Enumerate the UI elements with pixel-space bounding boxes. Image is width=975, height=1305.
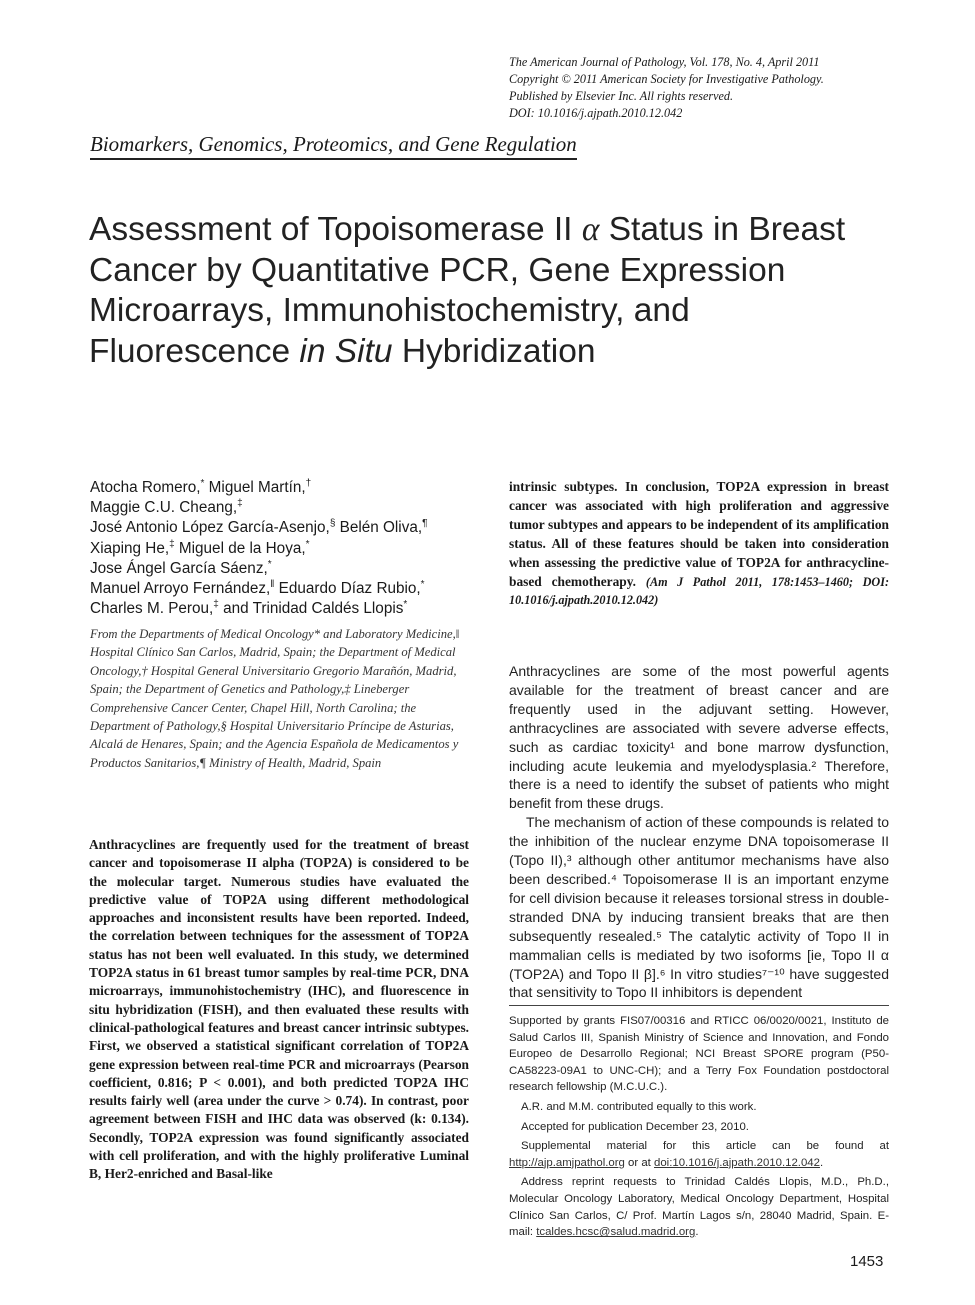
- page-number: 1453: [850, 1253, 884, 1270]
- abstract-part-1: Anthracyclines are frequently used for the treatment of breast cancer and topoisomerase II alpha (TOP2A) is considered to be the molecular target. Numerous studies have evaluated the predictive value of TOP2A using different methodological approaches and inconsistent results have been reported. Indeed, the correlation between techniques for the assessment of TOP2A status has not been well evaluated. In this study, we determined TOP2A status in 61 breast tumor samples by real-time PCR, DNA microarrays, immunohistochemistry (IHC), and fluorescence in situ hybridization (FISH), and then evaluated these results with clinical-pathological features and breast cancer intrinsic subtypes. First, we observed a statistical significant correlation of TOP2A gene expression between real-time PCR and microarrays (Pearson coefficient, 0.816; P < 0.001), and both predicted TOP2A IHC results fairly well (area under the curve > 0.74). In contrast, poor agreement between FISH and IHC data was observed (k: 0.134). Secondly, TOP2A expression was found significantly associated with cell proliferation, and with the highly proliferative Luminal B, Her2-enriched and Basal-like: [89, 837, 469, 1182]
- email-link[interactable]: tcaldes.hcsc@salud.madrid.org: [536, 1226, 696, 1239]
- affiliations: From the Departments of Medical Oncology* and Laboratory Medicine,‖ Hospital Clínico San Carlos, Madrid, Spain; the Department of Medical Oncology,† Hospital General Universitario Gregorio Marañón, Madrid, Spain; the Department of Genetics and Pathology,‡ Lineberger Comprehensive Cancer Center, Chapel Hill, North Carolina; the Department of Pathology,§ Hospital Universitario Príncipe de Asturias, Alcalá de Henares, Spain; and the Agencia Española de Medicamentos y Productos Sanitarios,¶ Ministry of Health, Madrid, Spain: [90, 627, 460, 770]
- funding-note: Supported by grants FIS07/00316 and RTICC 06/0020/0021, Instituto de Salud Carlos III, Spanish Ministry of Science and Innovation, and Fondo Europeo de Desarrollo Regional; NCI Breast SPORE program (P50-CA58223-09A1 to UNC-CH); and a Terry Fox Foundation postdoctoral research fellowship (M.C.U.C.).: [509, 1015, 889, 1094]
- article-title: [89, 210, 889, 372]
- abstract-part-2: [509, 478, 889, 610]
- author-line: Manuel Arroyo Fernández,‖ Eduardo Díaz Rubio,*: [90, 578, 425, 598]
- body-text: [509, 662, 889, 1002]
- title-part2: Status in Breast Cancer by Quantitative PCR, Gene Expression Microarrays, Immunohistochemistry, and Fluorescence: [89, 211, 846, 370]
- journal-citation: The American Journal of Pathology, Vol. 178, No. 4, April 2011: [509, 55, 820, 69]
- abstract-conclusion: intrinsic subtypes. In conclusion, TOP2A expression in breast cancer was associated with high proliferation and aggressive tumor subtypes and appears to be independent of its amplification status. All of these features should be taken into consideration when assessing the predictive value of TOP2A for anthracycline-based chemotherapy.: [509, 479, 889, 589]
- equal-contribution-note: A.R. and M.M. contributed equally to this work.: [521, 1100, 757, 1113]
- author-line: Maggie C.U. Cheang,‡: [90, 498, 243, 517]
- journal-publisher: Published by Elsevier Inc. All rights reserved.: [509, 89, 734, 103]
- body-paragraph: Anthracyclines are some of the most powerful agents available for the treatment of breast cancer and are frequently used in the adjuvant setting. However, anthracyclines are associated with severe adverse effects, such as cardiac toxicity¹ and bone marrow dysfunction, including acute leukemia and myelodysplasia.² Therefore, there is a need to identify the subset of patients who might benefit from these drugs.: [509, 663, 889, 812]
- author-line: Charles M. Perou,‡ and Trinidad Caldés Llopis*: [90, 599, 408, 618]
- title-alpha: α: [581, 211, 600, 248]
- title-part3: Hybridization: [392, 332, 596, 370]
- title-part1: Assessment of Topoisomerase II: [89, 211, 582, 248]
- abstract-citation: (Am J Pathol 2011, 178:1453–1460; DOI: 10.1016/j.ajpath.2010.12.042): [509, 574, 889, 608]
- journal-copyright: Copyright © 2011 American Society for Investigative Pathology.: [509, 72, 824, 86]
- reprint-note: Address reprint requests to Trinidad Caldés Llopis, M.D., Ph.D., Molecular Oncology Laboratory, Medical Oncology Department, Hospital Clínico San Carlos, C/ Prof. Martín Lagos s/n, 28040 Madrid, Spain. E-mail: tcaldes.hcsc@salud.madrid.org.: [509, 1176, 889, 1239]
- author-list: [90, 478, 490, 619]
- body-paragraph: The mechanism of action of these compounds is related to the inhibition of the nuclear enzyme DNA topoisomerase II (Topo II),³ although other antitumor mechanisms have also been described.⁴ Topoisomerase II is an important enzyme for cell division because it releases torsional stress in double-stranded DNA by inducing transient breaks that are then subsequently resealed.⁵ The catalytic activity of Topo II in mammalian cells is mediated by two isoforms [ie, Topo II α (TOP2A) and Topo II β].⁶ In vitro studies⁷⁻¹⁰ have suggested that sensitivity to Topo II inhibitors is dependent: [509, 814, 889, 1001]
- doi-link[interactable]: doi:10.1016/j.ajpath.2010.12.042: [654, 1156, 820, 1169]
- journal-url-link[interactable]: http://ajp.amjpathol.org: [509, 1156, 625, 1169]
- author-line: Atocha Romero,* Miguel Martín,†: [90, 477, 312, 496]
- author-line: Jose Ángel García Sáenz,*: [90, 558, 272, 577]
- supplemental-note: Supplemental material for this article can be found at http://ajp.amjpathol.org or at doi:10.1016/j.ajpath.2010.12.042.: [509, 1140, 889, 1169]
- accepted-note: Accepted for publication December 23, 2010.: [521, 1120, 749, 1133]
- footnote-divider: [509, 1005, 889, 1006]
- author-line: José Antonio López García-Asenjo,§ Belén Oliva,¶: [90, 518, 428, 537]
- journal-doi: DOI: 10.1016/j.ajpath.2010.12.042: [509, 106, 683, 120]
- section-label: Biomarkers, Genomics, Proteomics, and Gene Regulation: [90, 132, 577, 160]
- title-italic: in Situ: [299, 332, 393, 370]
- journal-header: [509, 54, 889, 122]
- footnotes: [509, 1013, 889, 1244]
- author-line: Xiaping He,‡ Miguel de la Hoya,*: [90, 538, 310, 557]
